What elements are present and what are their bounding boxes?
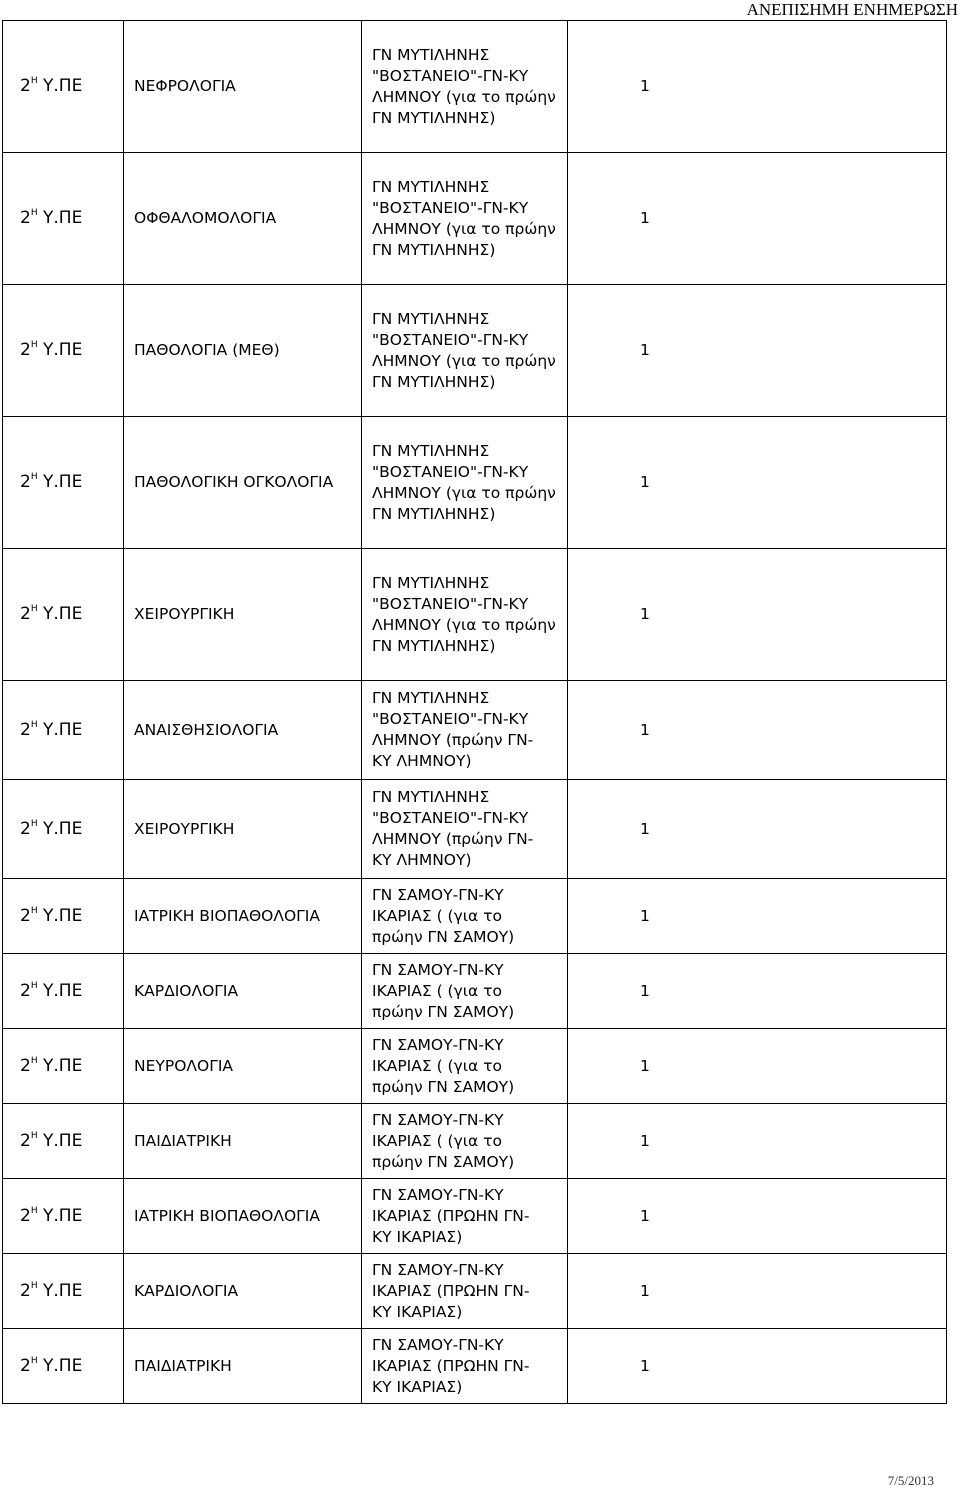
- region-number: 2: [20, 905, 31, 926]
- hospital-line: ΓΝ ΜΥΤΙΛΗΝΗΣ): [372, 108, 496, 127]
- region-name: Υ.ΠΕ: [43, 1130, 83, 1151]
- count-cell: 1: [568, 1254, 947, 1329]
- hospital-line: ΙΚΑΡΙΑΣ ( (για το: [372, 906, 502, 925]
- region-superscript: Η: [30, 76, 38, 86]
- hospital-line: πρώην ΓΝ ΣΑΜΟΥ): [372, 1077, 515, 1096]
- count-cell: 1: [568, 1029, 947, 1104]
- hospital-line: ΓΝ ΜΥΤΙΛΗΝΗΣ: [372, 788, 490, 806]
- region-name: Υ.ΠΕ: [43, 76, 83, 96]
- region-superscript: Η: [30, 818, 38, 829]
- hospital-line: ΓΝ ΜΥΤΙΛΗΝΗΣ: [372, 441, 490, 460]
- region-cell: [3, 21, 124, 153]
- hospital-line: ΛΗΜΝΟΥ (για το πρώην: [372, 351, 556, 370]
- count-cell: 1: [568, 954, 947, 1029]
- region-number: 2: [20, 719, 31, 740]
- region-cell: [3, 417, 124, 549]
- count-cell: 1: [568, 153, 947, 285]
- unofficial-update-label: ΑΝΕΠΙΣΗΜΗ ΕΝΗΜΕΡΩΣΗ: [746, 0, 958, 19]
- hospital-line: ΙΚΑΡΙΑΣ ( (για το: [372, 1056, 502, 1075]
- region-name: Υ.ΠΕ: [43, 719, 83, 740]
- hospital-line: ΓΝ ΜΥΤΙΛΗΝΗΣ): [372, 636, 496, 655]
- region-number: 2: [20, 604, 31, 624]
- hospital-line: ΓΝ ΣΑΜΟΥ-ΓΝ-ΚΥ: [372, 960, 504, 979]
- region-name: Υ.ΠΕ: [43, 208, 83, 228]
- region-cell: [3, 1104, 124, 1179]
- table-row: [3, 1029, 947, 1104]
- hospital-cell: [362, 780, 568, 879]
- hospital-line: ΛΗΜΝΟΥ (για το πρώην: [372, 615, 556, 634]
- hospital-line: ΓΝ ΜΥΤΙΛΗΝΗΣ: [372, 573, 490, 592]
- region-cell: [3, 153, 124, 285]
- region-cell: [3, 1029, 124, 1104]
- region-superscript: Η: [30, 980, 38, 991]
- specialty-cell: ΚΑΡΔΙΟΛΟΓΙΑ: [124, 954, 362, 1029]
- hospital-cell: [362, 1254, 568, 1329]
- region-superscript: Η: [30, 340, 38, 350]
- region-cell: [3, 780, 124, 879]
- hospital-line: ΓΝ ΣΑΜΟΥ-ΓΝ-ΚΥ: [372, 1035, 504, 1054]
- table-row: [3, 681, 947, 780]
- region-superscript: Η: [30, 472, 38, 482]
- hospital-line: ΛΗΜΝΟΥ (για το πρώην: [372, 87, 556, 106]
- specialty-cell: ΠΑΙΔΙΑΤΡΙΚΗ: [124, 1104, 362, 1179]
- specialty-cell: ΝΕΦΡΟΛΟΓΙΑ: [124, 21, 362, 153]
- region-name: Υ.ΠΕ: [43, 604, 83, 624]
- hospital-line: ΓΝ ΜΥΤΙΛΗΝΗΣ): [372, 372, 496, 391]
- hospital-line: "ΒΟΣΤΑΝΕΙΟ"-ΓΝ-ΚΥ: [372, 198, 529, 217]
- table-row: [3, 1254, 947, 1329]
- hospital-line: πρώην ΓΝ ΣΑΜΟΥ): [372, 927, 515, 946]
- hospital-cell: [362, 879, 568, 954]
- hospital-cell: [362, 21, 568, 153]
- hospital-line: ΚΥ ΙΚΑΡΙΑΣ): [372, 1302, 463, 1321]
- region-name: Υ.ΠΕ: [43, 340, 83, 360]
- region-superscript: Η: [30, 1205, 38, 1216]
- region-number: 2: [20, 1055, 31, 1076]
- hospital-line: ΛΗΜΝΟΥ (πρώην ΓΝ-: [372, 731, 534, 749]
- table-row: [3, 285, 947, 417]
- hospital-cell: [362, 417, 568, 549]
- hospital-cell: [362, 1104, 568, 1179]
- hospital-line: ΓΝ ΣΑΜΟΥ-ΓΝ-ΚΥ: [372, 1110, 504, 1129]
- region-name: Υ.ΠΕ: [43, 1355, 83, 1376]
- hospital-line: ΓΝ ΜΥΤΙΛΗΝΗΣ: [372, 689, 490, 707]
- table-row: [3, 1104, 947, 1179]
- hospital-line: πρώην ΓΝ ΣΑΜΟΥ): [372, 1152, 515, 1171]
- hospital-line: "ΒΟΣΤΑΝΕΙΟ"-ΓΝ-ΚΥ: [372, 462, 529, 481]
- count-cell: 1: [568, 417, 947, 549]
- region-number: 2: [20, 76, 31, 96]
- hospital-line: ΛΗΜΝΟΥ (για το πρώην: [372, 219, 556, 238]
- hospital-line: ΚΥ ΙΚΑΡΙΑΣ): [372, 1377, 463, 1396]
- region-number: 2: [20, 208, 31, 228]
- count-cell: 1: [568, 285, 947, 417]
- region-number: 2: [20, 340, 31, 360]
- count-cell: 1: [568, 1179, 947, 1254]
- region-cell: [3, 549, 124, 681]
- hospital-cell: [362, 1329, 568, 1404]
- region-name: Υ.ΠΕ: [43, 905, 83, 926]
- hospital-line: ΓΝ ΜΥΤΙΛΗΝΗΣ: [372, 45, 490, 64]
- region-superscript: Η: [30, 1355, 38, 1366]
- specialty-cell: ΑΝΑΙΣΘΗΣΙΟΛΟΓΙΑ: [124, 681, 362, 780]
- region-number: 2: [20, 1355, 31, 1376]
- region-name: Υ.ΠΕ: [43, 980, 83, 1001]
- positions-table: [2, 20, 947, 1404]
- region-name: Υ.ΠΕ: [43, 1205, 83, 1226]
- hospital-line: ΚΥ ΛΗΜΝΟΥ): [372, 752, 472, 770]
- table-row: [3, 417, 947, 549]
- hospital-line: ΓΝ ΣΑΜΟΥ-ΓΝ-ΚΥ: [372, 1260, 504, 1279]
- hospital-cell: [362, 285, 568, 417]
- region-number: 2: [20, 472, 31, 492]
- region-superscript: Η: [30, 208, 38, 218]
- hospital-line: ΙΚΑΡΙΑΣ (ΠΡΩΗΝ ΓΝ-: [372, 1356, 530, 1375]
- region-cell: [3, 681, 124, 780]
- region-name: Υ.ΠΕ: [43, 1055, 83, 1076]
- hospital-line: ΓΝ ΣΑΜΟΥ-ΓΝ-ΚΥ: [372, 1185, 504, 1204]
- hospital-cell: [362, 1179, 568, 1254]
- region-number: 2: [20, 818, 31, 839]
- count-cell: 1: [568, 21, 947, 153]
- specialty-cell: ΠΑΙΔΙΑΤΡΙΚΗ: [124, 1329, 362, 1404]
- region-cell: [3, 879, 124, 954]
- hospital-line: ΓΝ ΜΥΤΙΛΗΝΗΣ): [372, 504, 496, 523]
- region-superscript: Η: [30, 1130, 38, 1141]
- table-row: [3, 21, 947, 153]
- positions-table-body: [3, 21, 947, 1404]
- count-cell: 1: [568, 681, 947, 780]
- region-number: 2: [20, 1280, 31, 1301]
- footer-date: 7/5/2013: [887, 1473, 934, 1488]
- hospital-line: ΛΗΜΝΟΥ (πρώην ΓΝ-: [372, 830, 534, 848]
- specialty-cell: ΟΦΘΑΛΟΜΟΛΟΓΙΑ: [124, 153, 362, 285]
- hospital-cell: [362, 681, 568, 780]
- region-cell: [3, 954, 124, 1029]
- table-row: [3, 954, 947, 1029]
- count-cell: 1: [568, 879, 947, 954]
- hospital-line: ΙΚΑΡΙΑΣ (ΠΡΩΗΝ ΓΝ-: [372, 1206, 530, 1225]
- hospital-line: "ΒΟΣΤΑΝΕΙΟ"-ΓΝ-ΚΥ: [372, 710, 529, 728]
- region-cell: [3, 285, 124, 417]
- specialty-cell: ΠΑΘΟΛΟΓΙΑ (ΜΕΘ): [124, 285, 362, 417]
- hospital-line: ΓΝ ΜΥΤΙΛΗΝΗΣ: [372, 309, 490, 328]
- table-row: [3, 153, 947, 285]
- hospital-line: ΚΥ ΙΚΑΡΙΑΣ): [372, 1227, 463, 1246]
- hospital-line: ΓΝ ΜΥΤΙΛΗΝΗΣ): [372, 240, 496, 259]
- table-row: [3, 1179, 947, 1254]
- hospital-line: ΛΗΜΝΟΥ (για το πρώην: [372, 483, 556, 502]
- region-number: 2: [20, 980, 31, 1001]
- hospital-line: "ΒΟΣΤΑΝΕΙΟ"-ΓΝ-ΚΥ: [372, 594, 529, 613]
- count-cell: 1: [568, 1329, 947, 1404]
- hospital-cell: [362, 954, 568, 1029]
- region-superscript: Η: [30, 719, 38, 730]
- specialty-cell: ΚΑΡΔΙΟΛΟΓΙΑ: [124, 1254, 362, 1329]
- hospital-line: ΙΚΑΡΙΑΣ ( (για το: [372, 981, 502, 1000]
- specialty-cell: ΙΑΤΡΙΚΗ ΒΙΟΠΑΘΟΛΟΓΙΑ: [124, 1179, 362, 1254]
- hospital-cell: [362, 549, 568, 681]
- region-superscript: Η: [30, 1280, 38, 1291]
- specialty-cell: ΠΑΘΟΛΟΓΙΚΗ ΟΓΚΟΛΟΓΙΑ: [124, 417, 362, 549]
- specialty-cell: ΙΑΤΡΙΚΗ ΒΙΟΠΑΘΟΛΟΓΙΑ: [124, 879, 362, 954]
- hospital-line: ΚΥ ΛΗΜΝΟΥ): [372, 851, 472, 869]
- count-cell: 1: [568, 1104, 947, 1179]
- count-cell: 1: [568, 780, 947, 879]
- hospital-line: "ΒΟΣΤΑΝΕΙΟ"-ΓΝ-ΚΥ: [372, 809, 529, 827]
- table-row: [3, 549, 947, 681]
- hospital-cell: [362, 153, 568, 285]
- hospital-line: "ΒΟΣΤΑΝΕΙΟ"-ΓΝ-ΚΥ: [372, 330, 529, 349]
- hospital-cell: [362, 1029, 568, 1104]
- region-name: Υ.ΠΕ: [43, 472, 83, 492]
- region-name: Υ.ΠΕ: [43, 818, 83, 839]
- region-superscript: Η: [30, 905, 38, 916]
- hospital-line: ΙΚΑΡΙΑΣ ( (για το: [372, 1131, 502, 1150]
- hospital-line: ΓΝ ΣΑΜΟΥ-ΓΝ-ΚΥ: [372, 885, 504, 904]
- region-name: Υ.ΠΕ: [43, 1280, 83, 1301]
- count-cell: 1: [568, 549, 947, 681]
- specialty-cell: ΧΕΙΡΟΥΡΓΙΚΗ: [124, 549, 362, 681]
- specialty-cell: ΝΕΥΡΟΛΟΓΙΑ: [124, 1029, 362, 1104]
- region-number: 2: [20, 1205, 31, 1226]
- region-cell: [3, 1254, 124, 1329]
- table-row: [3, 780, 947, 879]
- hospital-line: ΓΝ ΜΥΤΙΛΗΝΗΣ: [372, 177, 490, 196]
- region-superscript: Η: [30, 604, 38, 614]
- table-row: [3, 1329, 947, 1404]
- table-row: [3, 879, 947, 954]
- region-cell: [3, 1329, 124, 1404]
- region-number: 2: [20, 1130, 31, 1151]
- hospital-line: ΙΚΑΡΙΑΣ (ΠΡΩΗΝ ΓΝ-: [372, 1281, 530, 1300]
- region-cell: [3, 1179, 124, 1254]
- hospital-line: ΓΝ ΣΑΜΟΥ-ΓΝ-ΚΥ: [372, 1335, 504, 1354]
- hospital-line: "ΒΟΣΤΑΝΕΙΟ"-ΓΝ-ΚΥ: [372, 66, 529, 85]
- hospital-line: πρώην ΓΝ ΣΑΜΟΥ): [372, 1002, 515, 1021]
- specialty-cell: ΧΕΙΡΟΥΡΓΙΚΗ: [124, 780, 362, 879]
- region-superscript: Η: [30, 1055, 38, 1066]
